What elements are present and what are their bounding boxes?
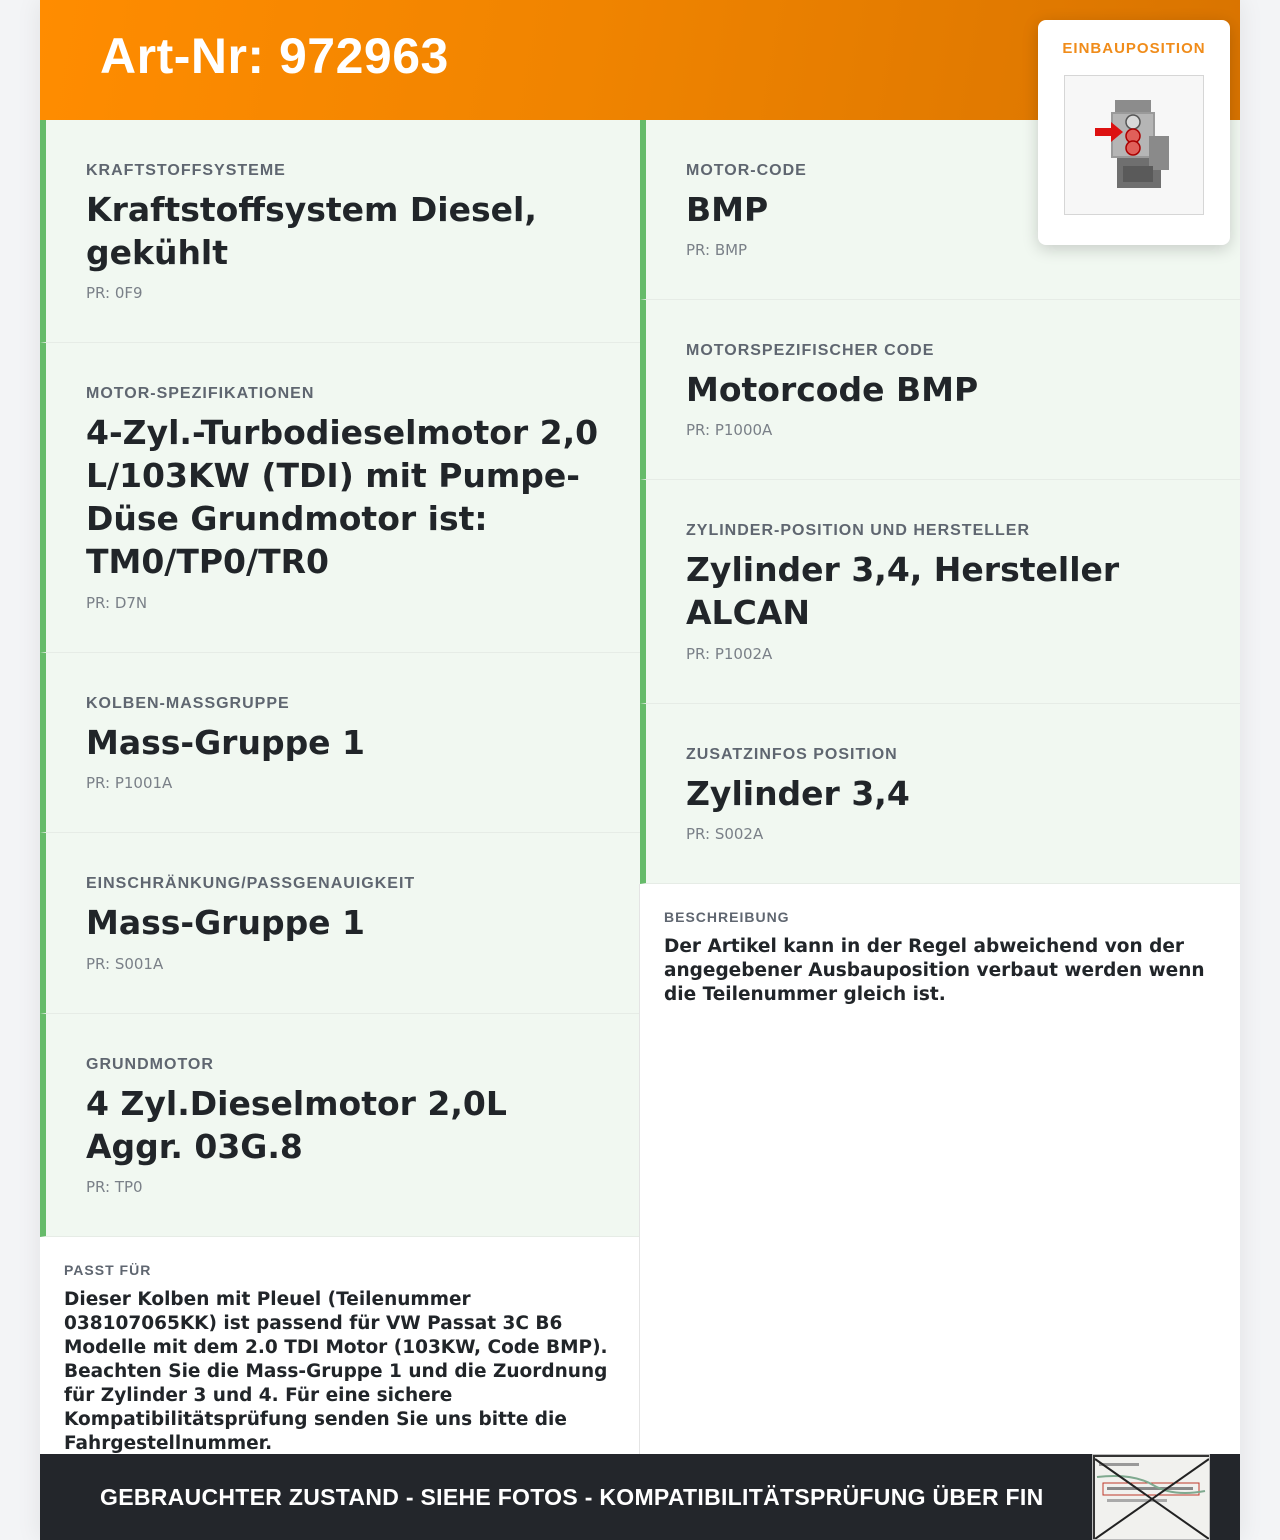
footer-notice: GEBRAUCHTER ZUSTAND - SIEHE FOTOS - KOMPATIBILITÄTSPRÜFUNG ÜBER FIN [100, 1484, 1044, 1510]
install-position-image-frame[interactable] [1064, 75, 1204, 215]
spec-value: 4 Zyl.Dieselmotor 2,0L Aggr. 03G.8 [86, 1084, 507, 1166]
description-label: BESCHREIBUNG [664, 909, 790, 925]
product-sheet [40, 0, 1240, 1540]
spec-pr-code: PR: P1002A [686, 645, 773, 663]
fits-label: PASST FÜR [64, 1262, 152, 1278]
document-thumbnail-image [1093, 1455, 1210, 1540]
spec-pr-code: PR: 0F9 [86, 284, 143, 302]
spec-card-engine-specs [40, 343, 640, 653]
footer-bar [40, 1454, 1240, 1540]
spec-card-fuel-system [40, 120, 640, 343]
spec-pr-code: PR: D7N [86, 594, 148, 612]
spec-pr-code: PR: S002A [686, 825, 764, 843]
install-position-card [1038, 20, 1230, 245]
spec-pr-code: PR: S001A [86, 955, 164, 973]
spec-value: Motorcode BMP [686, 370, 979, 409]
spec-card-piston-mass-group [40, 653, 640, 833]
spec-pr-code: PR: TP0 [86, 1178, 143, 1196]
spec-value: Mass-Gruppe 1 [86, 903, 366, 942]
vehicle-registration-document-icon[interactable] [1092, 1454, 1210, 1540]
spec-value: 4-Zyl.-Turbodieselmotor 2,0 L/103KW (TDI) mit Pumpe-Düse Grundmotor ist: TM0/TP0/TR0 [86, 413, 599, 581]
spec-label: KRAFTSTOFFSYSTEME [86, 162, 286, 179]
fits-section [64, 1262, 624, 1456]
spec-pr-code: PR: P1000A [686, 421, 773, 439]
spec-pr-code: PR: BMP [686, 241, 748, 259]
spec-label: KOLBEN-MASSGRUPPE [86, 695, 290, 712]
description-text: Der Artikel kann in der Regel abweichend von der angegebener Ausbauposition verbaut werden wenn die Teilenummer gleich ist. [664, 936, 1205, 1005]
install-position-label: EINBAUPOSITION [1062, 40, 1206, 57]
spec-value: BMP [686, 190, 769, 229]
spec-label: EINSCHRÄNKUNG/PASSGENAUIGKEIT [86, 875, 416, 892]
spec-card-cylinder-position [640, 480, 1240, 704]
spec-value: Kraftstoffsystem Diesel, gekühlt [86, 190, 537, 272]
fits-text: Dieser Kolben mit Pleuel (Teilenummer 038107065KK) ist passend für VW Passat 3C B6 Modelle mit dem 2.0 TDI Motor (103KW, Code BMP). Beachten Sie die Mass-Gruppe 1 und die Zuordnung für Zylinder 3 und 4. Für eine sichere Kompatibilitätsprüfung senden Sie uns bitte die Fahrgestellnummer. [64, 1289, 608, 1454]
spec-label: ZUSATZINFOS POSITION [686, 746, 898, 763]
spec-pr-code: PR: P1001A [86, 774, 173, 792]
article-number-title: Art-Nr: 972963 [100, 28, 449, 84]
spec-card-base-engine [40, 1014, 640, 1237]
spec-label: GRUNDMOTOR [86, 1056, 214, 1073]
spec-card-engine-specific-code [640, 300, 1240, 480]
spec-label: ZYLINDER-POSITION UND HERSTELLER [686, 522, 1031, 539]
spec-card-restriction [40, 833, 640, 1014]
spec-value: Mass-Gruppe 1 [86, 723, 366, 762]
spec-label: MOTORSPEZIFISCHER CODE [686, 342, 935, 359]
spec-value: Zylinder 3,4, Hersteller ALCAN [686, 550, 1120, 632]
column-divider [639, 884, 640, 1454]
spec-value: Zylinder 3,4 [686, 774, 910, 813]
spec-label: MOTOR-CODE [686, 162, 807, 179]
description-section [664, 909, 1216, 1007]
spec-label: MOTOR-SPEZIFIKATIONEN [86, 385, 315, 402]
engine-cylinder-position-icon [1089, 96, 1181, 196]
spec-card-additional-position [640, 704, 1240, 884]
